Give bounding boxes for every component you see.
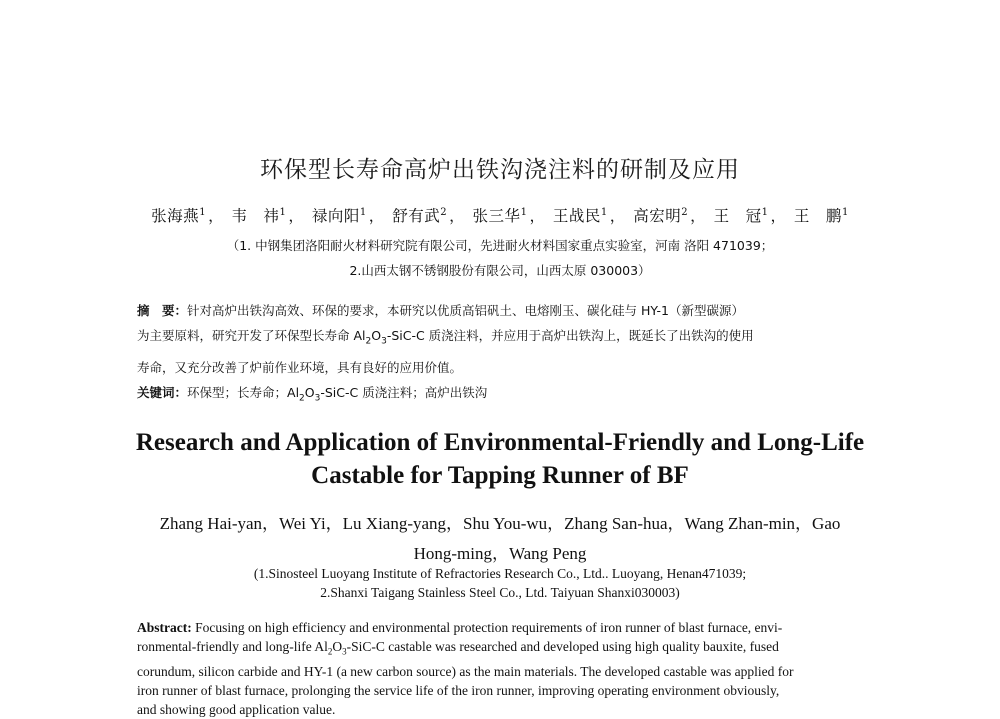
author-3: 禄向阳$^1$ xyxy=(311,207,367,225)
english-authors-line-1: Zhang Hai-yan，Wei Yi，Lu Xiang-yang，Shu You-wu，Zhang San-hua，Wang Zhan-min，Gao xyxy=(159,514,841,533)
author-5: 张三华$^1$ xyxy=(472,207,528,225)
author-6: 王战民$^1$ xyxy=(552,207,608,225)
author-9: 王 鹏$^1$ xyxy=(793,207,849,225)
author-4: 舒有武$^2$ xyxy=(392,207,448,225)
english-affiliation-1: (1.Sinosteel Luoyang Institute of Refractories Research Co., Ltd.. Luoyang, Henan471039; xyxy=(253,566,747,581)
english-abstract-line-4: iron runner of blast furnace, prolonging the service life of the iron runner, improving operating environment obviously, xyxy=(137,682,780,698)
english-title-line-2: Castable for Tapping Runner of BF xyxy=(311,462,689,489)
english-title xyxy=(0,426,1000,492)
chinese-title: 环保型长寿命高炉出铁沟浇注料的研制及应用 xyxy=(260,157,740,183)
english-abstract-line-1: Abstract: Focusing on high efficiency and environmental protection requirements of iron runner of blast furnace, envi- xyxy=(137,620,783,635)
english-abstract-label: Abstract: xyxy=(137,620,192,635)
english-abstract xyxy=(137,618,865,719)
author-2: 韦 祎$^1$ xyxy=(231,207,287,225)
english-abstract-line-5: and showing good application value. xyxy=(137,701,336,717)
chinese-author-list: 张海燕$^1$ ， 韦 祎$^1$ ， 禄向阳$^1$ ， 舒有武$^2$ ， 张三华$^1$ ， 王战民$^1$ ， 高宏明$^2$ ， 王 冠$^1$ ， 王 鹏$^1$ xyxy=(151,207,849,225)
english-abstract-line-2: ronmental-friendly and long-life $Al_2O_3-SiC-C$ castable was researched and developed using high quality bauxite, fused xyxy=(137,639,779,657)
chinese-keywords-label: 关键词： xyxy=(137,384,188,400)
english-abstract-line-3: corundum, silicon carbide and HY-1 (a new carbon source) as the main materials. The developed castable was applied for xyxy=(137,663,794,679)
author-8: 王 冠$^1$ xyxy=(713,207,769,225)
author-7: 高宏明$^2$ xyxy=(633,207,689,225)
author-1: 张海燕$^1$ xyxy=(151,207,207,225)
chinese-affiliation-2: 2.山西太钢不锈钢股份有限公司，山西太原 030003） xyxy=(349,263,651,278)
english-title-line-1: Research and Application of Environmental-Friendly and Long-Life xyxy=(135,429,865,456)
chinese-affiliation-1: （1. 中钢集团洛阳耐火材料研究院有限公司，先进耐火材料国家重点实验室，河南 洛阳 471039； xyxy=(226,238,774,253)
chinese-abstract-label: 摘 要： xyxy=(137,303,188,318)
chinese-abstract-line-1: 摘 要：针对高炉出铁沟高效、环保的要求，本研究以优质高铝矾土、电熔刚玉、碳化硅与 HY-1（新型碳源） xyxy=(137,303,745,318)
english-authors-line-2: Hong-ming，Wang Peng xyxy=(413,544,587,563)
chinese-keywords: 关键词：环保型；长寿命；$Al_2O_3-SiC-C$ 质浇注料；高炉出铁沟 xyxy=(137,384,488,403)
chinese-abstract-line-3: 寿命，又充分改善了炉前作业环境，具有良好的应用价值。 xyxy=(137,359,463,375)
chinese-abstract xyxy=(137,298,865,411)
english-affiliation-2: 2.Shanxi Taigang Stainless Steel Co., Ltd. Taiyuan Shanxi030003) xyxy=(320,585,680,600)
chinese-abstract-line-2: 为主要原料，研究开发了环保型长寿命 $Al_2O_3-SiC-C$ 质浇注料，并应用于高炉出铁沟上，既延长了出铁沟的使用 xyxy=(137,328,754,347)
